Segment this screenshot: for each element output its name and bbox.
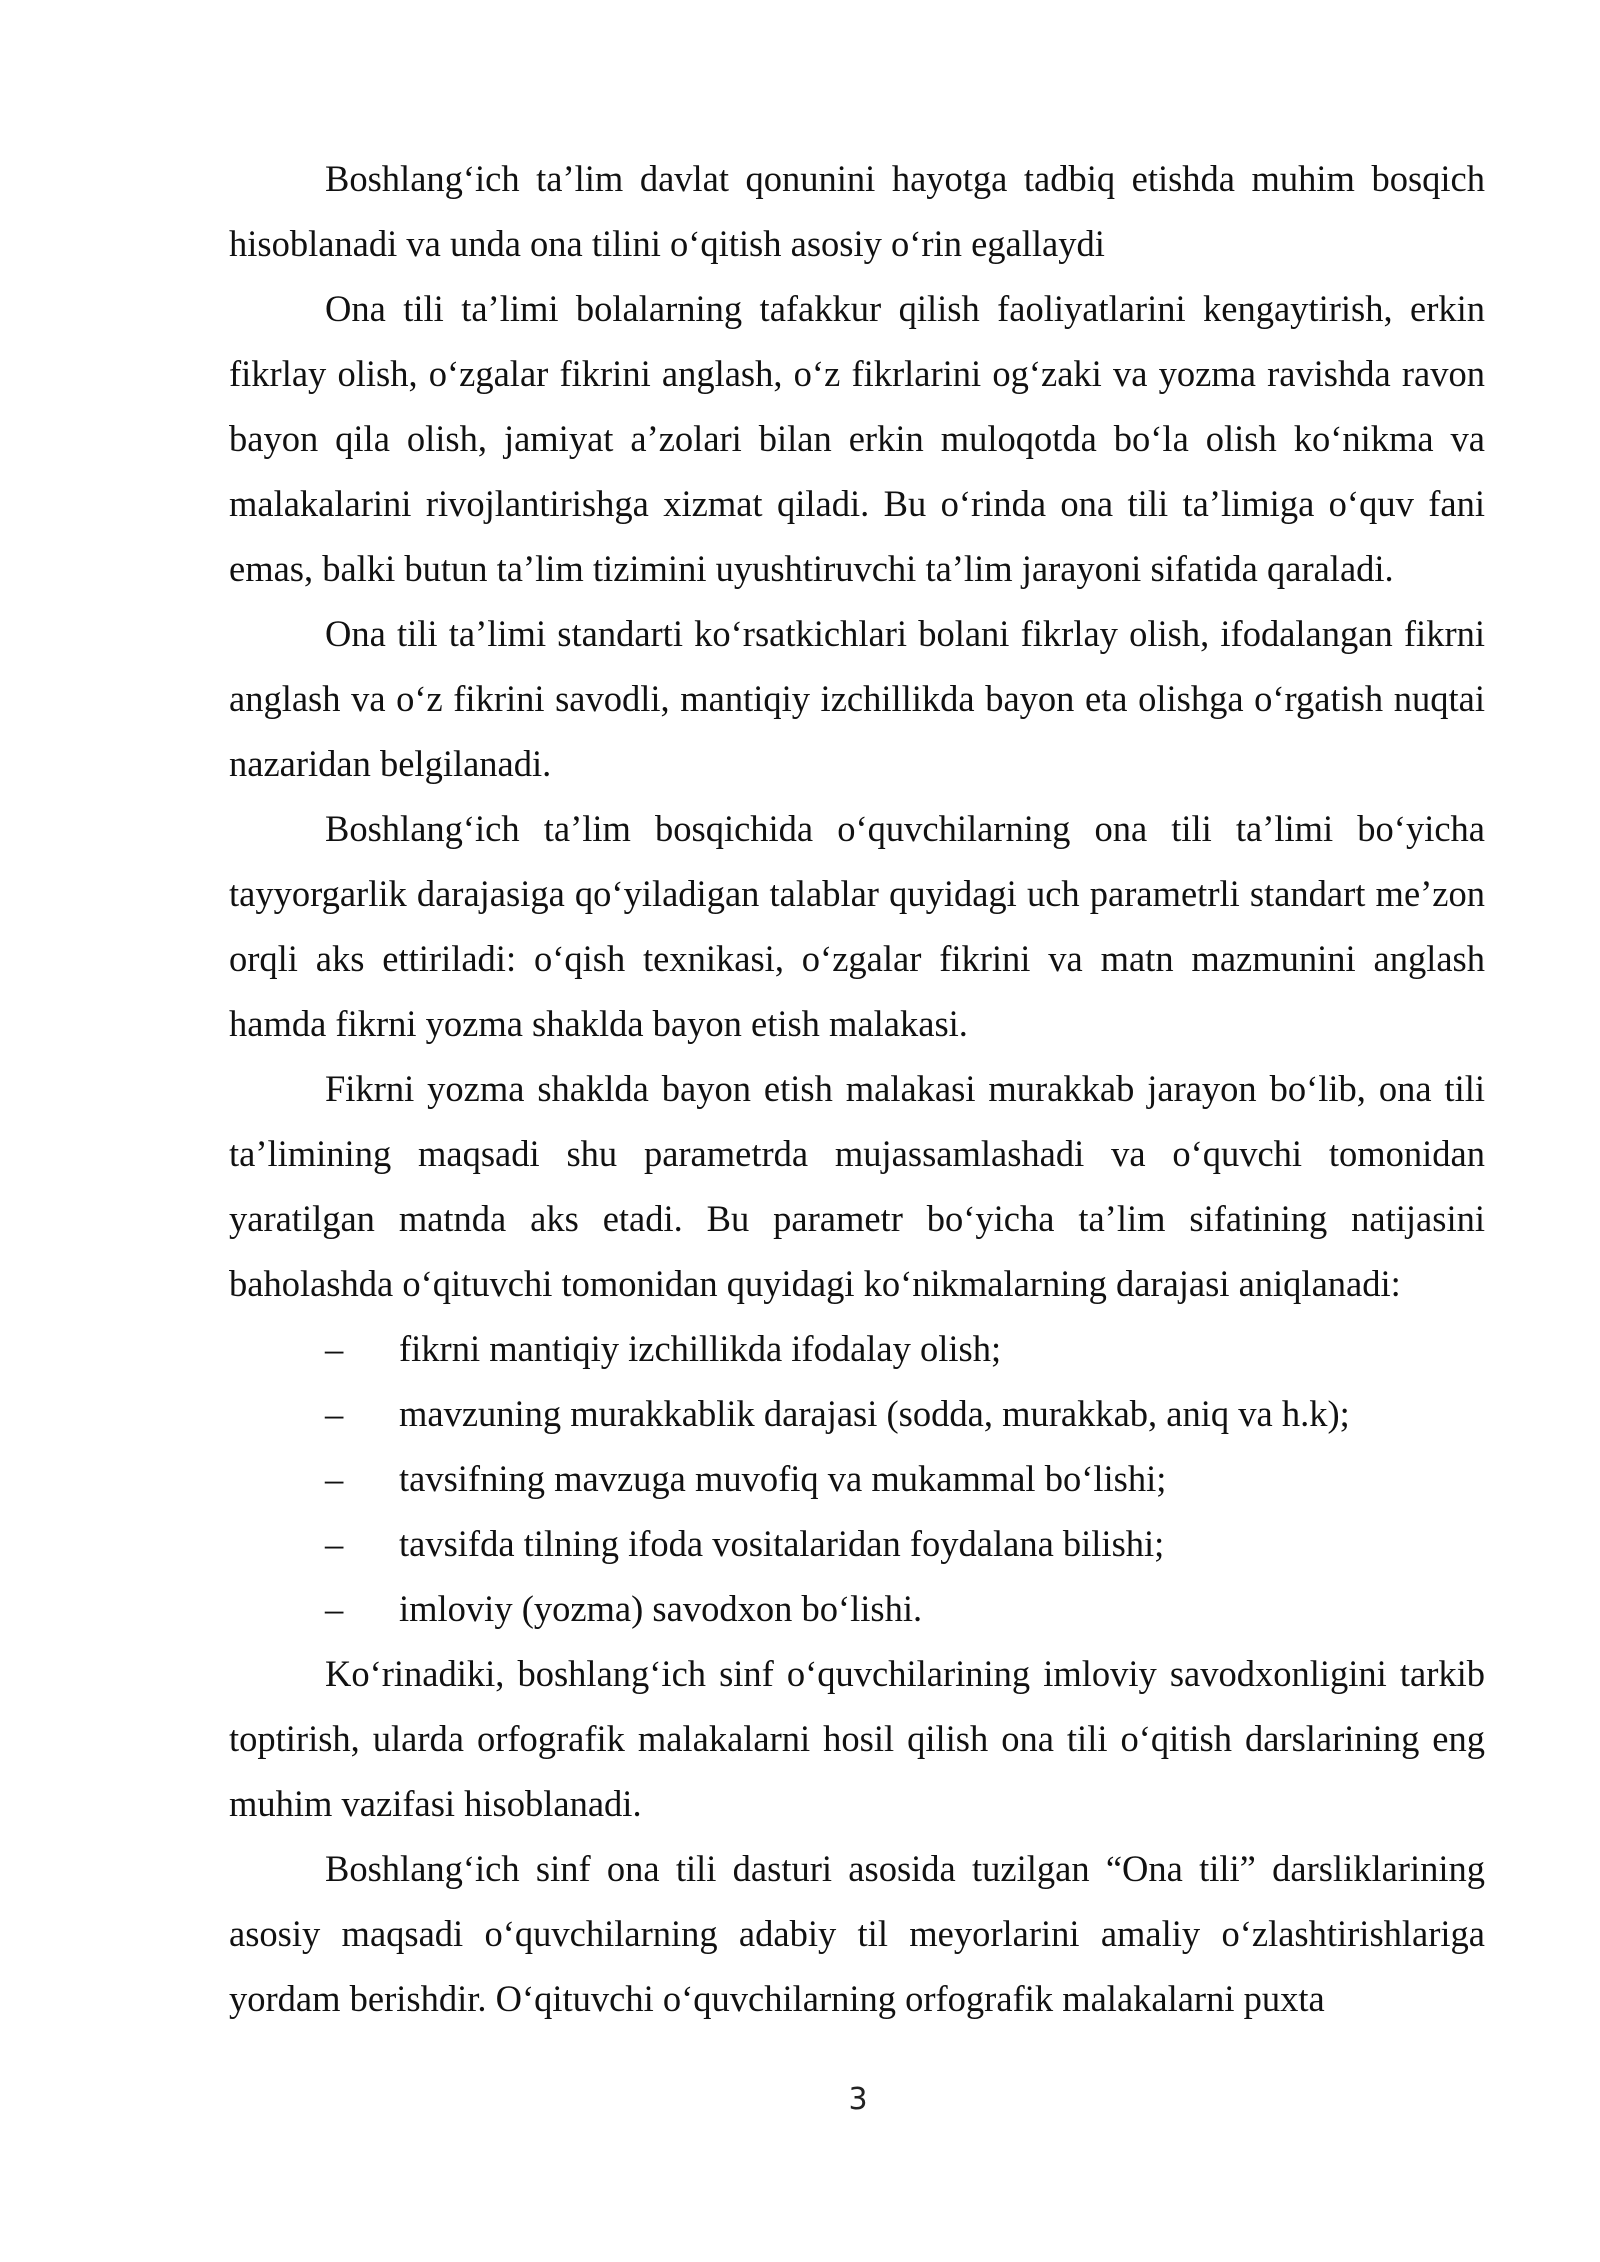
dash-bullet: –: [325, 1588, 344, 1629]
page-number: 3: [848, 2082, 868, 2117]
list-item: [229, 1511, 1485, 1576]
dash-bullet: –: [325, 1328, 344, 1369]
paragraph-5: Fikrni yozma shaklda bayon etish malakasi murakkab jarayon bo‘lib, ona tili ta’limining maqsadi shu parametrda mujassamlashadi va o‘quvchi tomonidan yaratilgan matnda aks etadi. Bu parametr bo‘yicha ta’lim sifatining natijasini baholashda o‘qituvchi tomonidan quyidagi ko‘nikmalarning darajasi aniqlanadi:: [229, 1068, 1485, 1304]
paragraph-4: Boshlang‘ich ta’lim bosqichida o‘quvchilarning ona tili ta’limi bo‘yicha tayyorgarlik darajasiga qo‘yiladigan talablar quyidagi uch parametrli standart me’zon orqli aks ettiriladi: o‘qish texnikasi, o‘zgalar fikrini va matn mazmunini anglash hamda fikrni yozma shaklda bayon etish malakasi.: [229, 808, 1485, 1044]
paragraph-2: Ona tili ta’limi bolalarning tafakkur qilish faoliyatlarini kengaytirish, erkin fikrlay olish, o‘zgalar fikrini anglash, o‘z fikrlarini og‘zaki va yozma ravishda ravon bayon qila olish, jamiyat a’zolari bilan erkin muloqotda bo‘la olish ko‘nikma va malakalarini rivojlantirishga xizmat qiladi. Bu o‘rinda ona tili ta’limiga o‘quv fani emas, balki butun ta’lim tizimini uyushtiruvchi ta’lim jarayoni sifatida qaraladi.: [229, 288, 1485, 589]
skills-list: [229, 1316, 1485, 1641]
list-item-text: tavsifning mavzuga muvofiq va mukammal bo‘lishi;: [399, 1458, 1167, 1499]
list-item: [229, 1381, 1485, 1446]
dash-bullet: –: [325, 1458, 344, 1499]
list-item: [229, 1446, 1485, 1511]
list-item: [229, 1316, 1485, 1381]
dash-bullet: –: [325, 1523, 344, 1564]
list-item-text: fikrni mantiqiy izchillikda ifodalay olish;: [399, 1328, 1002, 1369]
list-item-text: tavsifda tilning ifoda vositalaridan foydalana bilishi;: [399, 1523, 1165, 1564]
list-item-text: imloviy (yozma) savodxon bo‘lishi.: [399, 1588, 923, 1629]
paragraph-1: Boshlang‘ich ta’lim davlat qonunini hayotga tadbiq etishda muhim bosqich hisoblanadi va unda ona tilini o‘qitish asosiy o‘rin egallaydi: [229, 158, 1485, 264]
list-item: [229, 1576, 1485, 1641]
paragraph-7: Boshlang‘ich sinf ona tili dasturi asosida tuzilgan “Ona tili” darsliklarining asosiy maqsadi o‘quvchilarning adabiy til meyorlarini amaliy o‘zlashtirishlariga yordam berishdir. O‘qituvchi o‘quvchilarning orfografik malakalarni puxta: [229, 1848, 1485, 2019]
page-body: [229, 146, 1485, 2031]
list-item-text: mavzuning murakkablik darajasi (sodda, murakkab, aniq va h.k);: [399, 1393, 1350, 1434]
dash-bullet: –: [325, 1393, 344, 1434]
paragraph-3: Ona tili ta’limi standarti ko‘rsatkichlari bolani fikrlay olish, ifodalangan fikrni anglash va o‘z fikrini savodli, mantiqiy izchillikda bayon eta olishga o‘rgatish nuqtai nazaridan belgilanadi.: [229, 613, 1485, 784]
paragraph-6: Ko‘rinadiki, boshlang‘ich sinf o‘quvchilarining imloviy savodxonligini tarkib toptirish, ularda orfografik malakalarni hosil qilish ona tili o‘qitish darslarining eng muhim vazifasi hisoblanadi.: [229, 1653, 1485, 1824]
